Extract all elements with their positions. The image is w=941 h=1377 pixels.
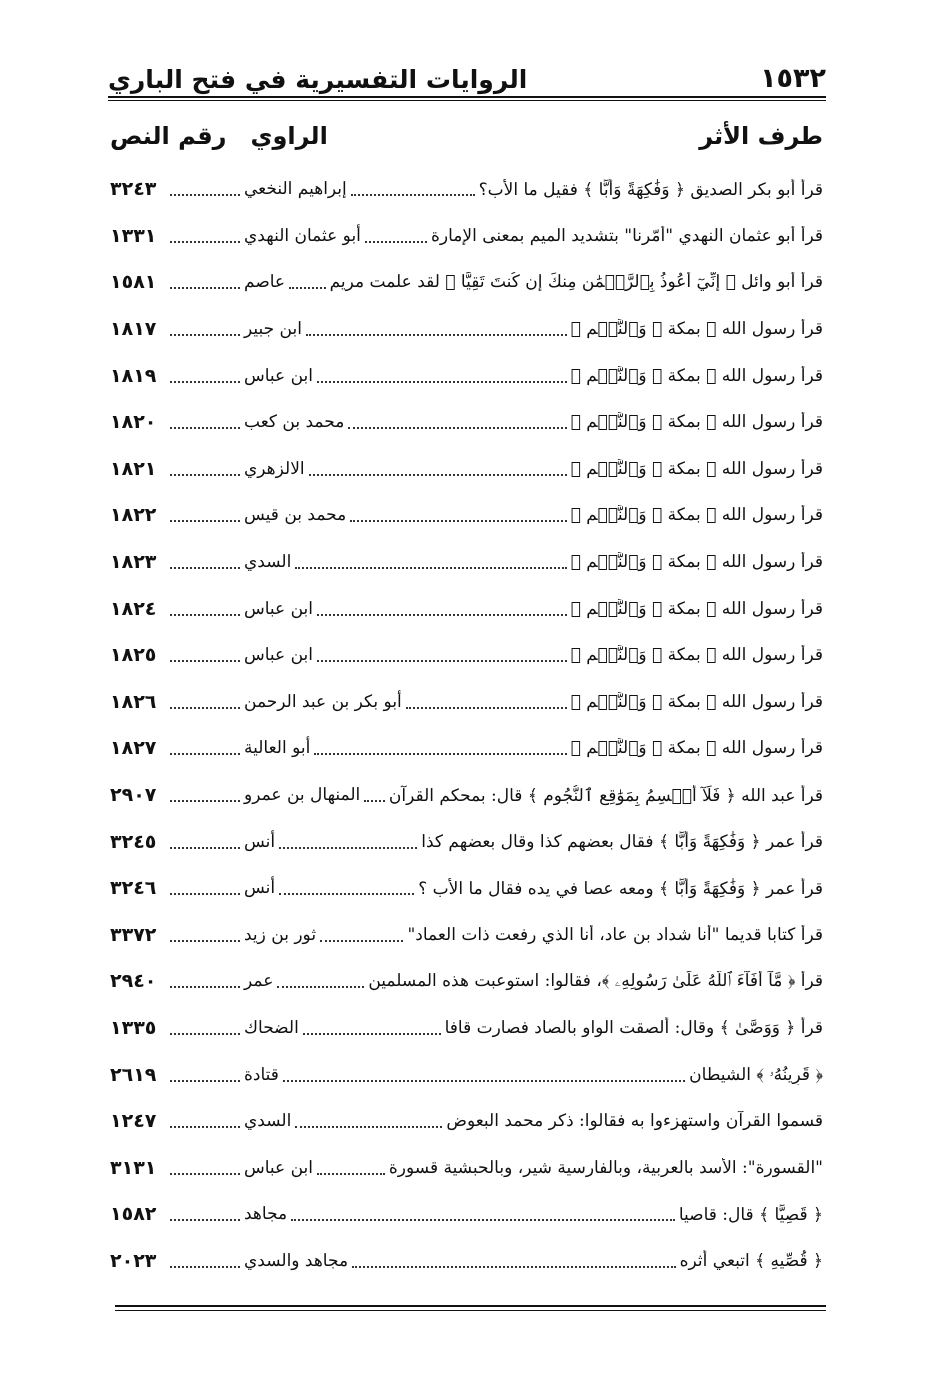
dot-leader [289, 287, 325, 289]
entry-text: قرأ رسول الله ﷺ بمكة ﴿ وَٱلنَّجۡمِ ﴾ [570, 365, 823, 386]
entry-narrator: المنهال بن عمرو [244, 785, 361, 806]
dot-leader [320, 940, 403, 942]
index-entry [110, 772, 823, 819]
entry-text: ﴿ قَصِيًّا ﴾ قال: قاصيا [678, 1204, 823, 1225]
index-entry [110, 259, 823, 306]
dot-leader [365, 241, 427, 243]
dot-leader [317, 614, 567, 616]
dot-leader [291, 1219, 675, 1221]
dot-leader [170, 800, 240, 802]
dot-leader [348, 427, 566, 429]
index-entry [110, 1098, 823, 1145]
dot-leader [170, 520, 240, 522]
page-number: ١٥٣٢ [760, 63, 826, 94]
dot-leader [317, 660, 567, 662]
entry-narrator: أبو عثمان النهدي [244, 225, 361, 246]
dot-leader [364, 800, 385, 802]
entry-number: ١٣٣٥ [110, 1016, 157, 1039]
dot-leader [279, 847, 417, 849]
index-entry [110, 166, 823, 213]
dot-leader [170, 660, 240, 662]
entry-narrator: عمر [244, 971, 274, 992]
column-headers [110, 122, 823, 158]
dot-leader [170, 334, 240, 336]
dot-leader [170, 241, 240, 243]
dot-leader [170, 940, 240, 942]
header-rule [108, 96, 826, 98]
entry-number: ١٨٢٦ [110, 690, 157, 713]
entry-narrator: السدي [244, 1111, 292, 1132]
dot-leader [295, 1126, 442, 1128]
dot-leader [279, 893, 414, 895]
entry-narrator: أبو العالية [244, 738, 311, 759]
index-entry [110, 1191, 823, 1238]
index-entry [110, 399, 823, 446]
dot-leader [170, 707, 240, 709]
dot-leader [170, 753, 240, 755]
index-entry [110, 446, 823, 493]
entry-text: قرأ عبد الله ﴿ فَلَآ أُقۡسِمُ بِمَوَٰقِعِ ٱلنُّجُومِ ﴾ قال: بمحكم القرآن [388, 785, 823, 806]
entry-number: ٢٠٢٣ [110, 1249, 157, 1272]
index-entry [110, 1238, 823, 1285]
footer-rule-thin [115, 1310, 826, 1311]
index-entry [110, 352, 823, 399]
entry-text: قرأ رسول الله ﷺ بمكة ﴿ وَٱلنَّجۡمِ ﴾ [570, 738, 823, 759]
entry-number: ١٨٢٣ [110, 551, 157, 574]
entry-number: ٢٩٤٠ [110, 970, 157, 993]
entry-number: ١٨٢١ [110, 457, 157, 480]
entry-text: قرأ رسول الله ﷺ بمكة ﴿ وَٱلنَّجۡمِ ﴾ [570, 598, 823, 619]
index-entry [110, 492, 823, 539]
dot-leader [306, 334, 567, 336]
dot-leader [170, 986, 240, 988]
dot-leader [317, 381, 567, 383]
column-header-number: رقم النص [110, 122, 227, 150]
dot-leader [170, 847, 240, 849]
index-entry [110, 725, 823, 772]
entry-narrator: محمد بن قيس [244, 505, 347, 526]
index-entry [110, 213, 823, 260]
dot-leader [170, 1126, 240, 1128]
dot-leader [406, 707, 567, 709]
entry-text: قرأ رسول الله ﷺ بمكة ﴿ وَٱلنَّجۡمِ ﴾ [570, 505, 823, 526]
index-entry [110, 1144, 823, 1191]
entry-text: قرأ رسول الله ﷺ بمكة ﴿ وَٱلنَّجۡمِ ﴾ [570, 412, 823, 433]
dot-leader [170, 893, 240, 895]
entry-text: قرأ عمر ﴿ وَفَٰكِهَةً وَأَبًّا ﴾ ومعه عصا في يده فقال ما الأب ؟ [418, 878, 823, 899]
entry-narrator: مجاهد [244, 1204, 288, 1225]
entry-number: ١٥٨١ [110, 271, 157, 294]
entry-number: ١٥٨٢ [110, 1203, 157, 1226]
entry-number: ١٨١٩ [110, 364, 157, 387]
dot-leader [170, 1080, 240, 1082]
entry-narrator: أنس [244, 878, 276, 899]
index-entry [110, 539, 823, 586]
index-entry [110, 1051, 823, 1098]
column-header-text: طرف الأثر [699, 122, 823, 150]
column-header-narrator: الراوي [250, 122, 328, 150]
entry-narrator: ابن عباس [244, 598, 314, 619]
entry-narrator: ابن جبير [244, 319, 302, 340]
entry-number: ٣٢٤٣ [110, 178, 157, 201]
entry-narrator: ابن عباس [244, 365, 314, 386]
entry-text: قرأ رسول الله ﷺ بمكة ﴿ وَٱلنَّجۡمِ ﴾ [570, 645, 823, 666]
entry-number: ٣٣٧٢ [110, 923, 157, 946]
dot-leader [170, 1033, 240, 1035]
dot-leader [352, 1266, 676, 1268]
entry-narrator: ابن عباس [244, 1157, 314, 1178]
entry-number: ٢٩٠٧ [110, 784, 157, 807]
dot-leader [170, 381, 240, 383]
entry-narrator: عاصم [244, 272, 286, 293]
column-header-group [110, 122, 328, 150]
index-entry [110, 818, 823, 865]
dot-leader [170, 427, 240, 429]
entry-text: قرأ كتابا قديما "أنا شداد بن عاد، أنا الذي رفعت ذات العماد" [407, 924, 823, 945]
entry-text: قرأ عمر ﴿ وَفَٰكِهَةً وَأَبًّا ﴾ فقال بعضهم كذا وقال بعضهم كذا [421, 832, 823, 853]
dot-leader [170, 567, 240, 569]
dot-leader [317, 1173, 385, 1175]
entry-narrator: مجاهد والسدي [244, 1250, 349, 1271]
dot-leader [309, 474, 567, 476]
index-entry [110, 865, 823, 912]
entry-text: قرأ ﴿ مَّآ أَفَآءَ ٱللَّهُ عَلَىٰ رَسُولِهِۦ ﴾، فقالوا: استوعبت هذه المسلمين [368, 971, 823, 992]
dot-leader [170, 1219, 240, 1221]
dot-leader [303, 1033, 441, 1035]
entry-number: ١٨٢٠ [110, 411, 157, 434]
entries-list [110, 166, 823, 1284]
entry-text: قسموا القرآن واستهزءوا به فقالوا: ذكر محمد البعوض [446, 1111, 823, 1132]
footer-rule [115, 1305, 826, 1307]
entry-text: قرأ رسول الله ﷺ بمكة ﴿ وَٱلنَّجۡمِ ﴾ [570, 458, 823, 479]
dot-leader [170, 474, 240, 476]
entry-text: قرأ رسول الله ﷺ بمكة ﴿ وَٱلنَّجۡمِ ﴾ [570, 691, 823, 712]
entry-narrator: ابن عباس [244, 645, 314, 666]
entry-text: قرأ رسول الله ﷺ بمكة ﴿ وَٱلنَّجۡمِ ﴾ [570, 319, 823, 340]
entry-narrator: السدي [244, 552, 292, 573]
index-entry [110, 1005, 823, 1052]
index-entry [110, 306, 823, 353]
entry-text: قرأ أبو وائل ﴿ إِنِّيٓ أَعُوذُ بِٱلرَّحۡمَٰنِ مِنكَ إِن كُنتَ تَقِيًّا ﴾ لقد علمت مريم [329, 272, 823, 293]
dot-leader [350, 520, 566, 522]
entry-text: ﴿ قَرِينُهُۥ ﴾ الشيطان [689, 1064, 823, 1085]
dot-leader [170, 1266, 240, 1268]
entry-number: ١٨٢٢ [110, 504, 157, 527]
entry-narrator: ثور بن زيد [244, 924, 317, 945]
dot-leader [170, 194, 240, 196]
entry-number: ٢٦١٩ [110, 1063, 157, 1086]
entry-narrator: محمد بن كعب [244, 412, 345, 433]
header-rule-thin [108, 100, 826, 101]
dot-leader [314, 753, 566, 755]
running-head [108, 52, 826, 94]
entry-number: ٣٢٤٦ [110, 877, 157, 900]
entry-number: ١٨٢٥ [110, 644, 157, 667]
index-entry [110, 585, 823, 632]
dot-leader [170, 614, 240, 616]
entry-narrator: أنس [244, 831, 276, 852]
entry-text: "القسورة": الأسد بالعربية، وبالفارسية شير، وبالحبشية قسورة [388, 1157, 823, 1178]
entry-number: ٣٢٤٥ [110, 830, 157, 853]
dot-leader [295, 567, 566, 569]
entry-narrator: الالزهري [244, 458, 305, 479]
index-entry [110, 679, 823, 726]
entry-number: ١٣٣١ [110, 224, 157, 247]
entry-narrator: الضحاك [244, 1017, 299, 1038]
entry-narrator: قتادة [244, 1064, 279, 1085]
entry-number: ٣١٣١ [110, 1156, 157, 1179]
index-entry [110, 958, 823, 1005]
index-entry [110, 912, 823, 959]
entry-number: ١٨١٧ [110, 318, 157, 341]
index-entry [110, 632, 823, 679]
dot-leader [170, 1173, 240, 1175]
entry-number: ١٨٢٤ [110, 597, 157, 620]
book-title: الروايات التفسيرية في فتح الباري [108, 65, 528, 94]
entry-text: قرأ أبو بكر الصديق ﴿ وَفَٰكِهَةً وَأَبًّا ﴾ فقيل ما الأب؟ [478, 179, 823, 200]
entry-text: قرأ رسول الله ﷺ بمكة ﴿ وَٱلنَّجۡمِ ﴾ [570, 552, 823, 573]
entry-narrator: إبراهيم النخعي [244, 179, 347, 200]
dot-leader [283, 1080, 685, 1082]
dot-leader [170, 287, 240, 289]
entry-text: قرأ أبو عثمان النهدي "أمّرنا" بتشديد الميم بمعنى الإمارة [431, 225, 823, 246]
entry-narrator: أبو بكر بن عبد الرحمن [244, 691, 402, 712]
dot-leader [351, 194, 475, 196]
entry-number: ١٨٢٧ [110, 737, 157, 760]
dot-leader [277, 986, 364, 988]
entry-number: ١٢٤٧ [110, 1110, 157, 1133]
entry-text: ﴿ قُصِّيهِ ﴾ اتبعي أثره [679, 1251, 823, 1272]
entry-text: قرأ ﴿ وَوَصَّىٰ ﴾ وقال: ألصقت الواو بالصاد فصارت قافا [444, 1018, 823, 1039]
